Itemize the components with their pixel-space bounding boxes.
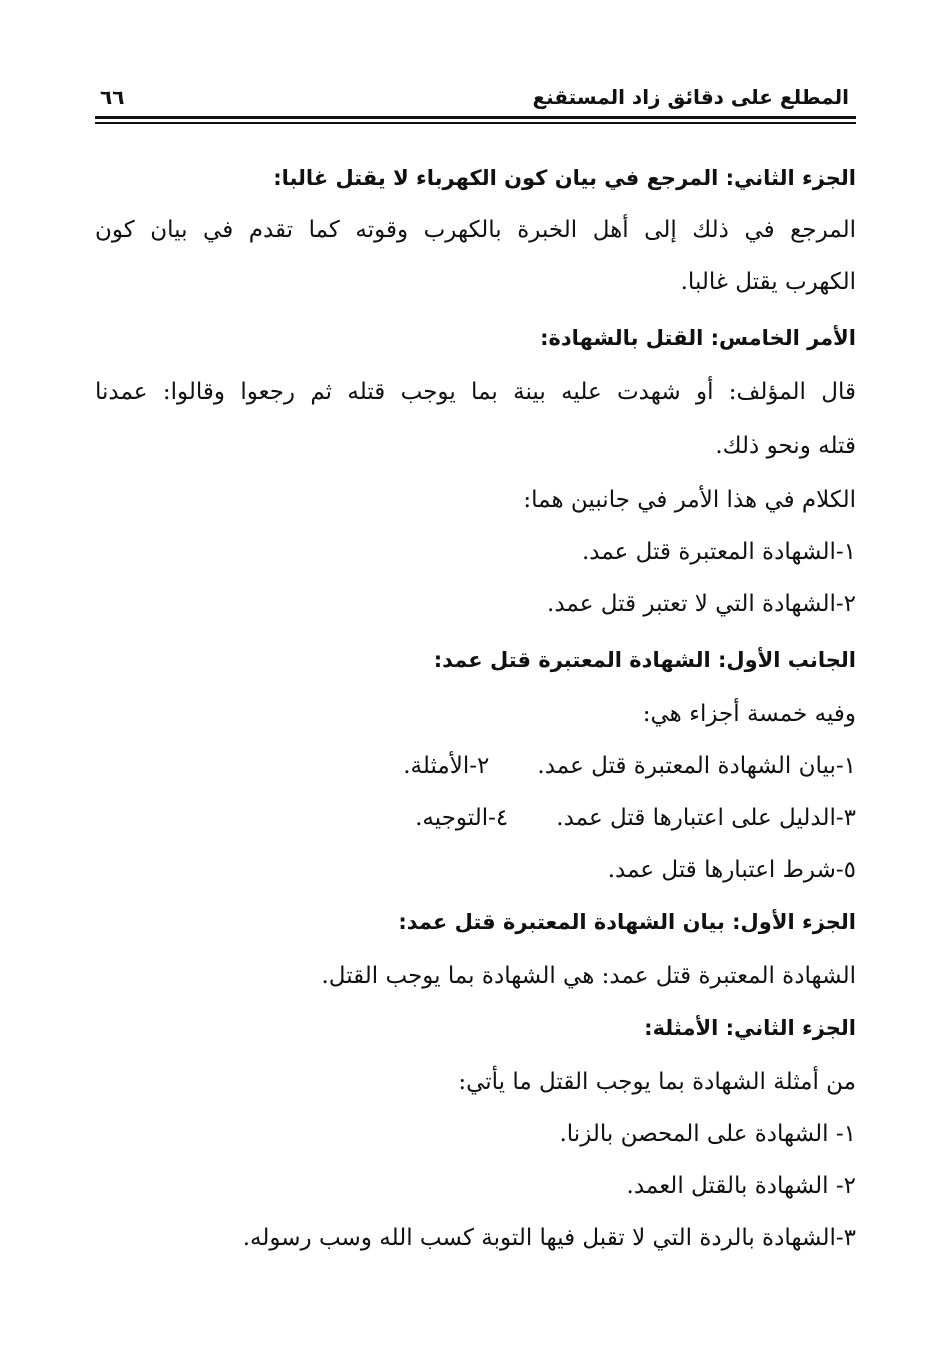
heading-part-two-examples: الجزء الثاني: الأمثلة: bbox=[644, 1016, 856, 1040]
list-item: ٢-الشهادة التي لا تعتبر قتل عمد. bbox=[547, 591, 856, 617]
list-item: ٢- الشهادة بالقتل العمد. bbox=[626, 1173, 856, 1199]
heading-fifth-matter: الأمر الخامس: القتل بالشهادة: bbox=[540, 326, 856, 350]
paragraph-line: وفيه خمسة أجزاء هي: bbox=[642, 701, 856, 727]
page-header bbox=[100, 82, 849, 112]
paragraph-line: الكلام في هذا الأمر في جانبين هما: bbox=[523, 487, 856, 513]
list-item: ١- الشهادة على المحصن بالزنا. bbox=[559, 1121, 856, 1147]
list-item: ٥-شرط اعتبارها قتل عمد. bbox=[607, 857, 856, 883]
paragraph-line: قتله ونحو ذلك. bbox=[715, 433, 856, 459]
paragraph-line: المرجع في ذلك إلى أهل الخبرة بالكهرب وقوته كما تقدم في بيان كون bbox=[95, 217, 856, 243]
list-item: ١-الشهادة المعتبرة قتل عمد. bbox=[581, 539, 856, 565]
page-number: ٦٦ bbox=[100, 85, 125, 109]
paragraph-line: من أمثلة الشهادة بما يوجب القتل ما يأتي: bbox=[458, 1069, 856, 1095]
list-item: ٤-التوجيه. bbox=[415, 805, 509, 831]
paragraph-line: الشهادة المعتبرة قتل عمد: هي الشهادة بما يوجب القتل. bbox=[321, 963, 856, 989]
header-rule-thick bbox=[95, 116, 856, 119]
heading-part-one: الجزء الأول: بيان الشهادة المعتبرة قتل عمد: bbox=[398, 910, 856, 934]
heading-part-two: الجزء الثاني: المرجع في بيان كون الكهرباء لا يقتل غالبا: bbox=[273, 166, 856, 190]
list-item-pair bbox=[403, 748, 856, 784]
list-item-pair bbox=[415, 800, 856, 836]
heading-first-side: الجانب الأول: الشهادة المعتبرة قتل عمد: bbox=[433, 648, 856, 672]
list-item: ١-بيان الشهادة المعتبرة قتل عمد. bbox=[537, 753, 856, 779]
paragraph-line: قال المؤلف: أو شهدت عليه بينة بما يوجب قتله ثم رجعوا وقالوا: عمدنا bbox=[95, 379, 856, 405]
book-title: المطلع على دقائق زاد المستقنع bbox=[532, 85, 849, 109]
header-rule-thin bbox=[95, 122, 856, 124]
paragraph-line: الكهرب يقتل غالبا. bbox=[680, 269, 856, 295]
list-item: ٣-الدليل على اعتبارها قتل عمد. bbox=[556, 805, 856, 831]
list-item: ٣-الشهادة بالردة التي لا تقبل فيها التوبة كسب الله وسب رسوله. bbox=[242, 1225, 856, 1251]
list-item: ٢-الأمثلة. bbox=[403, 753, 490, 779]
